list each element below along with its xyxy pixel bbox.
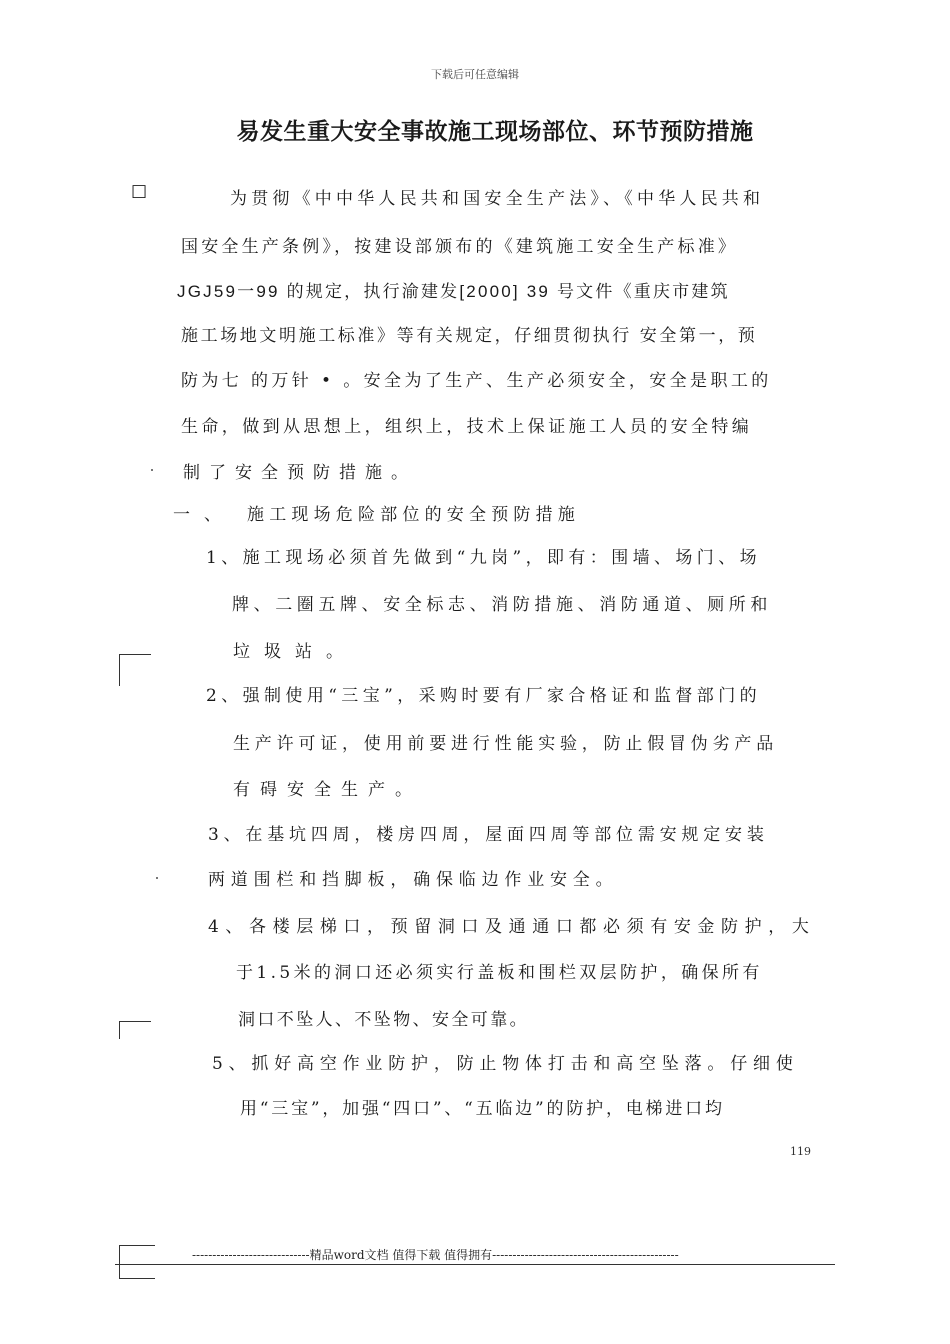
item-line: 2、强制使用“三宝”，采购时要有厂家合格证和监督部门的	[206, 686, 761, 706]
intro-line: JGJ59一99 的规定，执行渝建发[2000] 39 号文件《重庆市建筑	[177, 282, 730, 301]
item-line: 有碍安全生产。	[233, 780, 422, 800]
margin-box-mark	[119, 1245, 155, 1279]
intro-line: 施工场地文明施工标准》等有关规定，仔细贯彻执行 安全第一，预	[181, 326, 758, 346]
margin-box-mark	[119, 654, 151, 686]
item-line: 3、在基坑四周，楼房四周，屋面四周等部位需安规定安装	[208, 825, 769, 845]
item-line: 用“三宝”，加强“四口”、“五临边”的防护，电梯进口均	[240, 1099, 725, 1119]
margin-box-mark	[119, 1021, 151, 1039]
item-line: 牌、二圈五牌、安全标志、消防措施、消防通道、厕所和	[232, 595, 772, 615]
footer-text: -----------------------------精品word文档 值得下载 值得拥有----------------------------------------------	[192, 1248, 679, 1262]
item-line: 垃圾站。	[233, 642, 357, 662]
item-line: 4、各楼层梯口，预留洞口及通通口都必须有安金防护，大	[208, 917, 816, 937]
header-note: 下载后可任意编辑	[431, 68, 519, 81]
item-line: 生产许可证，使用前要进行性能实验，防止假冒伪劣产品	[233, 734, 778, 754]
page-number: 119	[790, 1145, 811, 1158]
scan-speck	[151, 469, 153, 471]
scan-speck	[156, 877, 158, 879]
intro-line: 国安全生产条例》，按建设部颁布的《建筑施工安全生产标准》	[181, 237, 739, 257]
item-line: 两道围栏和挡脚板，确保临边作业安全。	[208, 870, 619, 890]
document-title: 易发生重大安全事故施工现场部位、环节预防措施	[236, 118, 754, 145]
section-heading: 施工现场危险部位的安全预防措施	[247, 505, 580, 525]
intro-line: 防为七 的万针 • 。安全为了生产、生产必须安全，安全是职工的	[181, 371, 772, 391]
intro-line: 生命，做到从思想上，组织上，技术上保证施工人员的安全特编	[181, 417, 753, 437]
item-line: 洞口不坠人、不坠物、安全可靠。	[238, 1010, 529, 1030]
item-line: 1、施工现场必须首先做到“九岗”，即有：围墙、场门、场	[206, 548, 761, 568]
intro-line: 制了安全预防措施。	[183, 463, 417, 483]
item-line: 于1.5米的洞口还必须实行盖板和围栏双层防护，确保所有	[236, 963, 763, 983]
intro-line: 为贯彻《中中华人民共和国安全生产法》、《中华人民共和	[230, 189, 765, 209]
item-line: 5、抓好高空作业防护，防止物体打击和高空坠落。仔细使	[212, 1054, 799, 1074]
section-number: 一、	[173, 505, 235, 525]
footer-rule	[115, 1264, 835, 1265]
corner-mark: □	[131, 181, 148, 201]
